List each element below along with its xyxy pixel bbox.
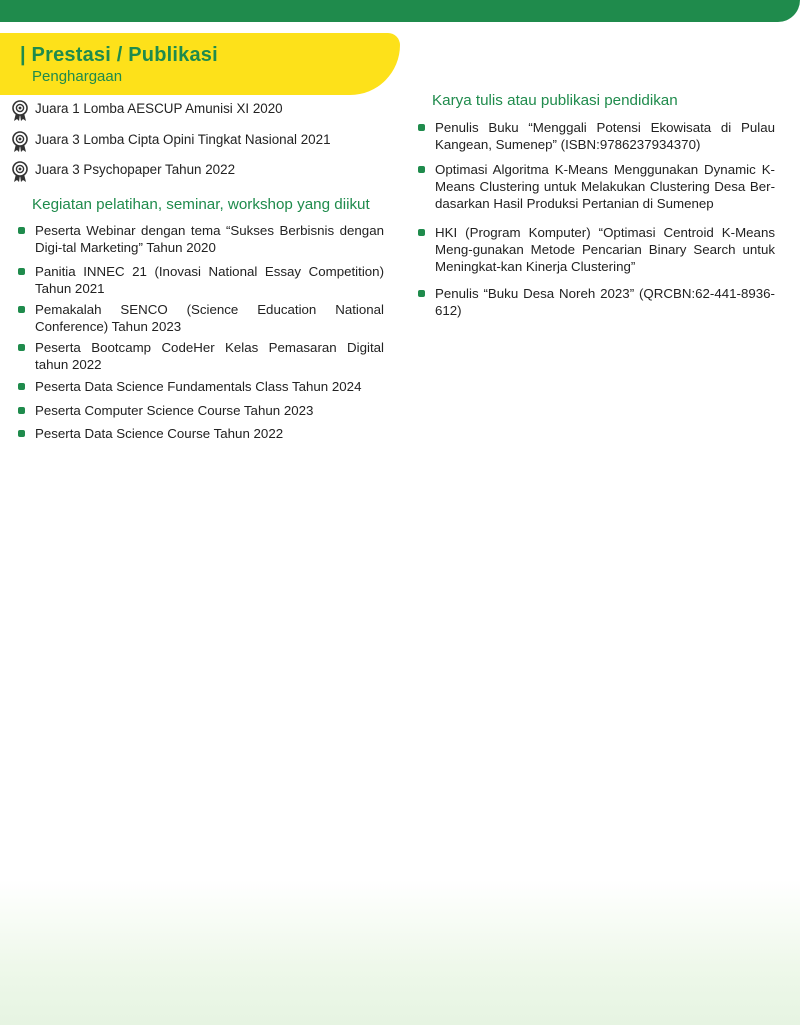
award-text: Juara 1 Lomba AESCUP Amunisi XI 2020 — [35, 101, 283, 116]
publication-item-text: Penulis Buku “Menggali Potensi Ekowisata di Pulau Kangean, Sumenep” (ISBN:9786237934370) — [435, 120, 775, 152]
bottom-background-fade — [0, 880, 800, 1025]
award-item — [12, 131, 392, 162]
bullet-icon — [418, 166, 425, 173]
bullet-icon — [18, 227, 25, 234]
training-list — [15, 222, 384, 442]
award-item — [12, 161, 392, 192]
publications-list — [415, 119, 775, 319]
publication-item-text: Optimasi Algoritma K-Means Menggunakan Dynamic K-Means Clustering untuk Melakukan Clustering Desa Ber-dasarkan Hasil Produksi Pertanian di Sumenep — [435, 162, 775, 211]
publications-heading: Karya tulis atau publikasi pendidikan — [432, 92, 678, 109]
award-text: Juara 3 Lomba Cipta Opini Tingkat Nasional 2021 — [35, 131, 331, 147]
training-item-text: Pemakalah SENCO (Science Education National Conference) Tahun 2023 — [35, 302, 384, 334]
training-heading: Kegiatan pelatihan, seminar, workshop yang diikut — [32, 196, 370, 213]
publication-item-text: HKI (Program Komputer) “Optimasi Centroid K-Means Meng-gunakan Metode Pencarian Binary Search untuk Meningkat-kan Kinerja Clustering” — [435, 225, 775, 274]
bullet-icon — [18, 430, 25, 437]
training-item-text: Peserta Data Science Fundamentals Class Tahun 2024 — [35, 379, 362, 394]
bullet-icon — [418, 290, 425, 297]
training-item-text: Panitia INNEC 21 (Inovasi National Essay Competition) Tahun 2021 — [35, 264, 384, 296]
bullet-icon — [18, 407, 25, 414]
training-item-text: Peserta Bootcamp CodeHer Kelas Pemasaran Digital tahun 2022 — [35, 340, 384, 372]
training-item — [15, 263, 384, 297]
publication-item — [415, 224, 775, 275]
section-title: | Prestasi / Publikasi — [20, 44, 218, 66]
award-list — [12, 100, 392, 192]
bullet-icon — [18, 268, 25, 275]
award-medal-icon — [12, 161, 28, 183]
training-item-text: Peserta Webinar dengan tema “Sukses Berbisnis dengan Digi-tal Marketing” Tahun 2020 — [35, 223, 384, 255]
publication-item — [415, 161, 775, 212]
training-item — [15, 301, 384, 335]
bullet-icon — [18, 383, 25, 390]
top-green-bar — [0, 0, 800, 22]
training-item — [15, 339, 384, 373]
bullet-icon — [418, 229, 425, 236]
award-medal-icon — [12, 100, 28, 122]
training-item — [15, 378, 384, 395]
training-item-text: Peserta Computer Science Course Tahun 2023 — [35, 403, 314, 418]
training-item — [15, 222, 384, 256]
award-item — [12, 100, 392, 131]
training-item — [15, 425, 384, 442]
publication-item — [415, 285, 775, 319]
training-item — [15, 402, 384, 419]
bullet-icon — [418, 124, 425, 131]
award-text: Juara 3 Psychopaper Tahun 2022 — [35, 162, 236, 177]
section-subtitle: Penghargaan — [32, 68, 123, 85]
publication-item-text: Penulis “Buku Desa Noreh 2023” (QRCBN:62-441-8936-612) — [435, 286, 775, 318]
award-medal-icon — [12, 131, 28, 153]
bullet-icon — [18, 306, 25, 313]
training-item-text: Peserta Data Science Course Tahun 2022 — [35, 426, 284, 441]
bullet-icon — [18, 344, 25, 351]
publication-item — [415, 119, 775, 153]
